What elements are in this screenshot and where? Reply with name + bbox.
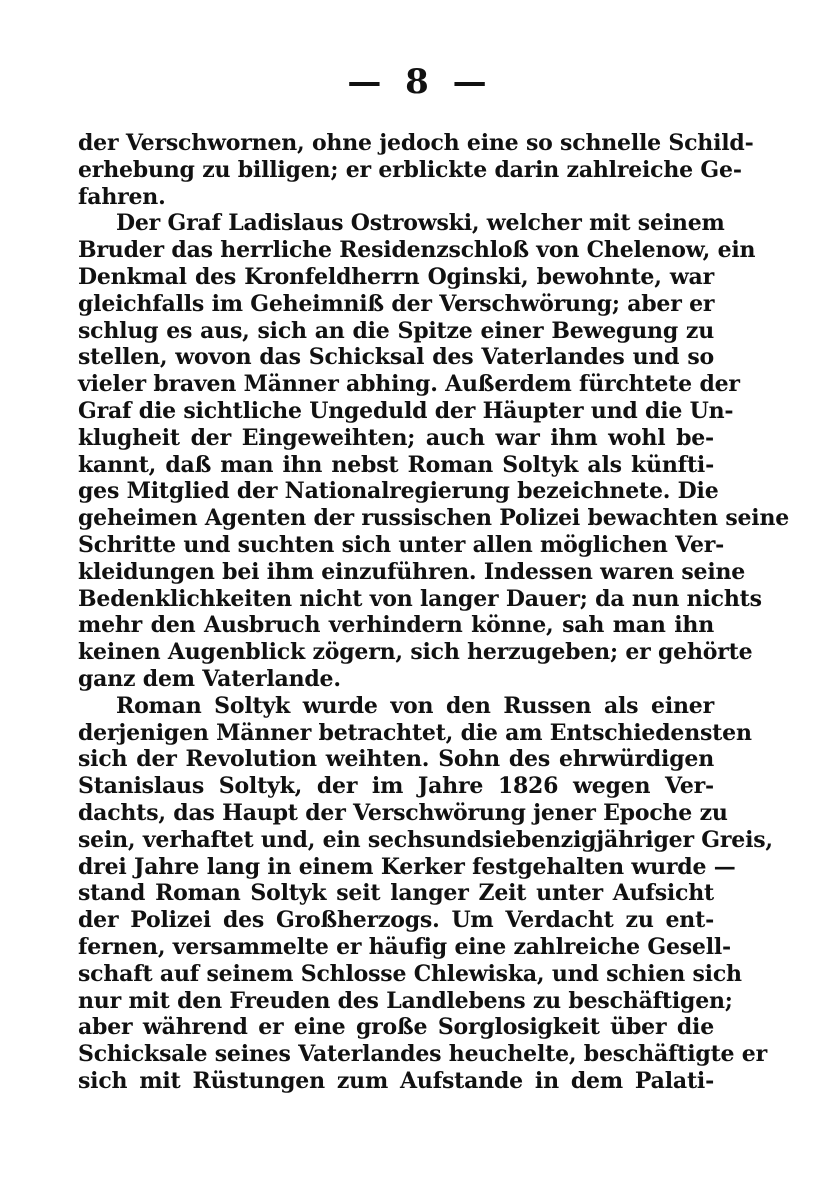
text-line: Graf die sichtliche Ungeduld der Häupter und die Un- [78, 397, 734, 424]
text-line: der Polizei des Großherzogs. Um Verdacht zu ent- [78, 907, 714, 934]
text-line: Denkmal des Kronfeldherrn Oginski, bewohnte, war [78, 263, 714, 290]
text-line: Bedenklichkeiten nicht von langer Dauer; da nun nichts [78, 585, 762, 612]
text-line: stand Roman Soltyk seit langer Zeit unter Aufsicht [78, 880, 714, 907]
text-line: kannt, daß man ihn nebst Roman Soltyk als künfti- [78, 451, 714, 478]
text-line: sich der Revolution weihten. Sohn des ehrwürdigen [78, 746, 714, 773]
text-line: fernen, versammelte er häufig eine zahlreiche Gesell- [78, 933, 731, 960]
text-line: nur mit den Freuden des Landlebens zu beschäftigen; [78, 987, 733, 1014]
text-line: sich mit Rüstungen zum Aufstande in dem Palati- [78, 1067, 714, 1094]
text-line: keinen Augenblick zögern, sich herzugeben; er gehörte [78, 639, 753, 666]
text-line: aber während er eine große Sorglosigkeit über die [78, 1014, 714, 1041]
text-line: schlug es aus, sich an die Spitze einer Bewegung zu [78, 317, 714, 344]
text-line: Roman Soltyk wurde von den Russen als einer [116, 692, 714, 719]
text-line: sein, verhaftet und, ein sechsundsiebenzigjähriger Greis, [78, 826, 773, 853]
text-line: schaft auf seinem Schlosse Chlewiska, und schien sich [78, 960, 742, 987]
text-line: der Verschwornen, ohne jedoch eine so schnelle Schild- [78, 130, 754, 156]
text-line: erhebung zu billigen; er erblickte darin zahlreiche Ge- [78, 156, 742, 183]
text-line: Schritte und suchten sich unter allen möglichen Ver- [78, 531, 725, 558]
text-line: ganz dem Vaterlande. [78, 665, 341, 692]
text-line: dachts, das Haupt der Verschwörung jener Epoche zu [78, 799, 728, 826]
text-line: Schicksale seines Vaterlandes heuchelte, beschäftigte er [78, 1041, 767, 1068]
text-line: stellen, wovon das Schicksal des Vaterlandes und so [78, 344, 714, 371]
text-line: klugheit der Eingeweihten; auch war ihm wohl be- [78, 424, 714, 451]
text-line: fahren. [78, 183, 166, 210]
text-line: vieler braven Männer abhing. Außerdem fürchtete der [78, 371, 740, 398]
text-line: Der Graf Ladislaus Ostrowski, welcher mit seinem [116, 210, 725, 237]
text-line: derjenigen Männer betrachtet, die am Entschiedensten [78, 719, 752, 746]
text-line: mehr den Ausbruch verhindern könne, sah man ihn [78, 612, 714, 639]
body-text [78, 130, 790, 1095]
text-line: Bruder das herrliche Residenzschloß von Chelenow, ein [78, 237, 756, 264]
text-line: ges Mitglied der Nationalregierung bezeichnete. Die [78, 478, 719, 505]
text-line: drei Jahre lang in einem Kerker festgehalten wurde — [78, 853, 736, 880]
text-line: gleichfalls im Geheimniß der Verschwörung; aber er [78, 290, 715, 317]
text-line: Stanislaus Soltyk, der im Jahre 1826 wegen Ver- [78, 773, 714, 800]
page-number: — 8 — [347, 62, 493, 102]
text-line: kleidungen bei ihm einzuführen. Indessen waren seine [78, 558, 746, 585]
text-line: geheimen Agenten der russischen Polizei bewachten seine [78, 505, 790, 532]
